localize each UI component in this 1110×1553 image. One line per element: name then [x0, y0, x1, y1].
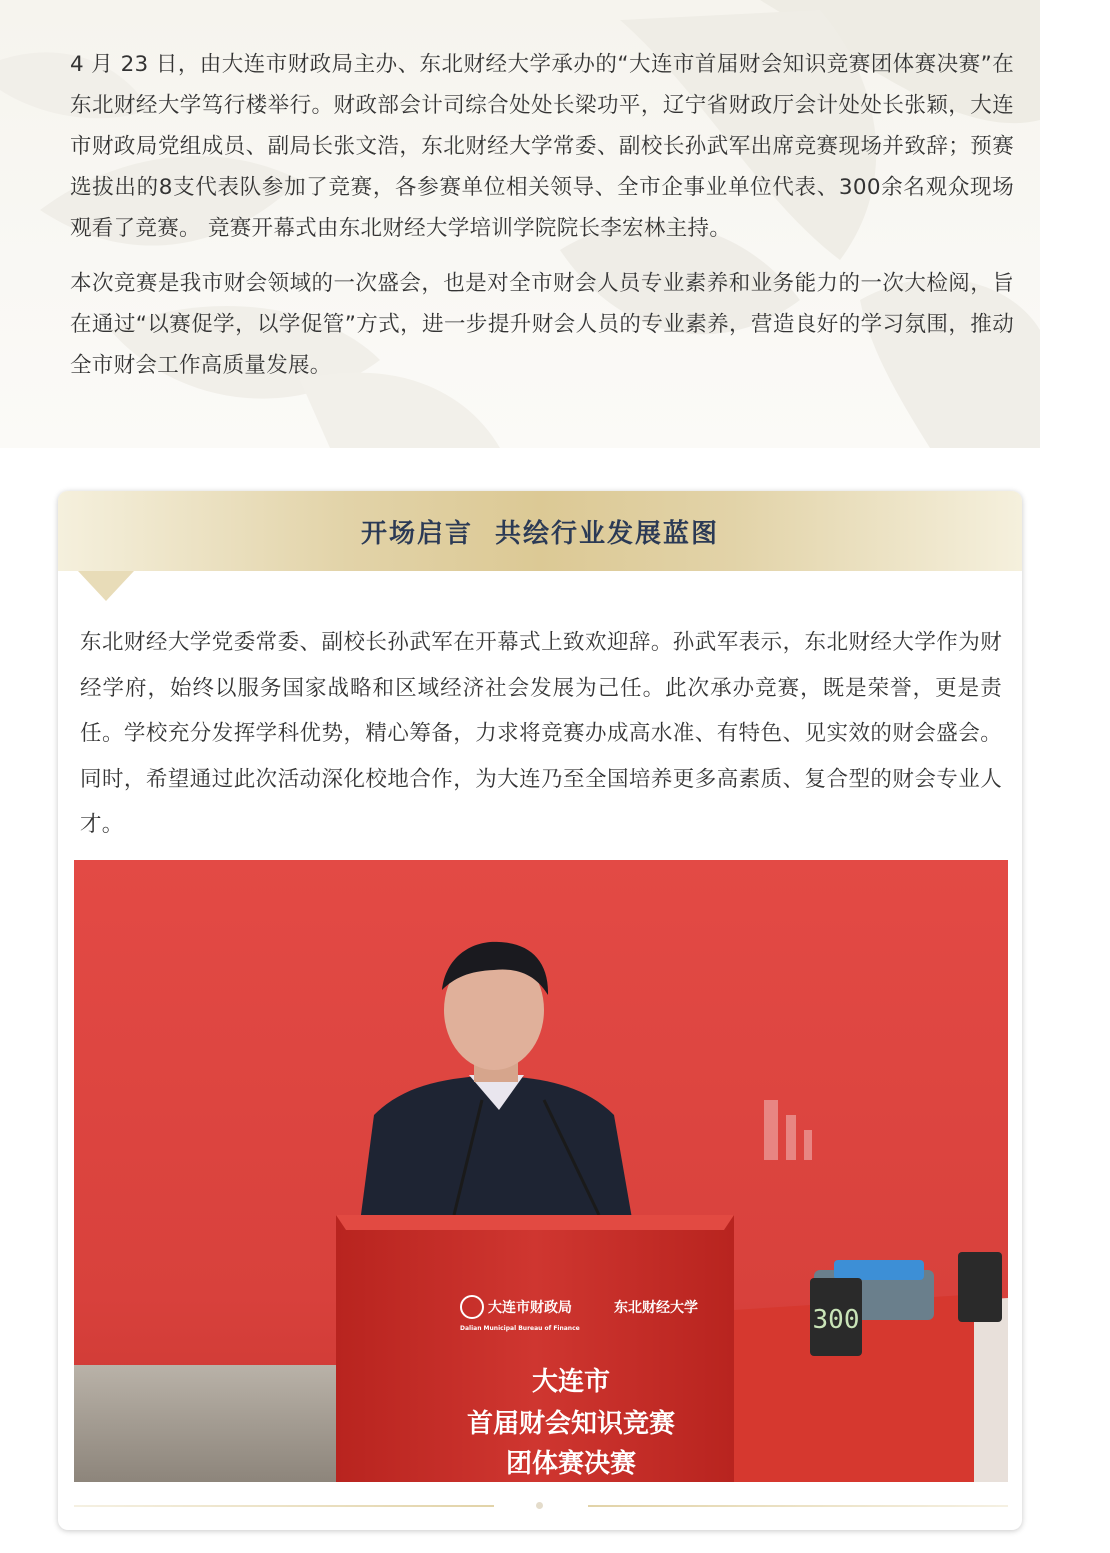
section-body: 东北财经大学党委常委、副校长孙武军在开幕式上致欢迎辞。孙武军表示，东北财经大学作为财经学府，始终以服务国家战略和区域经济社会发展为己任。此次承办竞赛，既是荣誉，更是责任。学校充分发挥学科优势，精心筹备，力求将竞赛办成高水准、有特色、见实效的财会盛会。同时，希望通过此次活动深化校地合作，为大连乃至全国培养更多高素质、复合型的财会专业人才。 — [80, 630, 1002, 837]
intro-paragraph-2: 本次竞赛是我市财会领域的一次盛会，也是对全市财会人员专业素养和业务能力的一次大检阅，旨在通过“以赛促学，以学促管”方式，进一步提升财会人员的专业素养，营造良好的学习氛围，推动全市财会工作高质量发展。 — [70, 271, 1014, 378]
scoreboard-value: 300 — [812, 1305, 860, 1335]
podium-org2: 东北财经大学 — [614, 1300, 698, 1316]
speaker-photo — [74, 860, 1008, 1482]
header-notch — [78, 571, 134, 601]
intro-paragraph-1: 4 月 23 日，由大连市财政局主办、东北财经大学承办的“大连市首届财会知识竞赛团体赛决赛”在东北财经大学笃行楼举行。财政部会计司综合处处长梁功平，辽宁省财政厅会计处处长张颖，大连市财政局党组成员、副局长张文浩，东北财经大学常委、副校长孙武军出席竞赛现场并致辞；预赛选拔出的8支代表队参加了竞赛，各参赛单位相关领导、全市企事业单位代表、300余名观众现场观看了竞赛。 竞赛开幕式由东北财经大学培训学院院长李宏林主持。 — [70, 52, 1014, 241]
podium-org1-en: Dalian Municipal Bureau of Finance — [460, 1325, 580, 1332]
section-title: 开场启言 共绘行业发展蓝图 — [360, 518, 720, 549]
divider-dot — [536, 1502, 543, 1509]
podium-org1: 大连市财政局 — [488, 1300, 572, 1316]
intro-section — [0, 0, 1110, 448]
stage-wall — [74, 1365, 364, 1482]
intro-text — [70, 44, 1014, 400]
podium-line3: 团体赛决赛 — [505, 1449, 637, 1479]
podium — [336, 1215, 734, 1482]
bottom-divider — [74, 1500, 1008, 1512]
section-card — [58, 491, 1022, 1530]
podium-line2: 首届财会知识竞赛 — [466, 1409, 676, 1439]
podium-line1: 大连市 — [531, 1367, 611, 1397]
